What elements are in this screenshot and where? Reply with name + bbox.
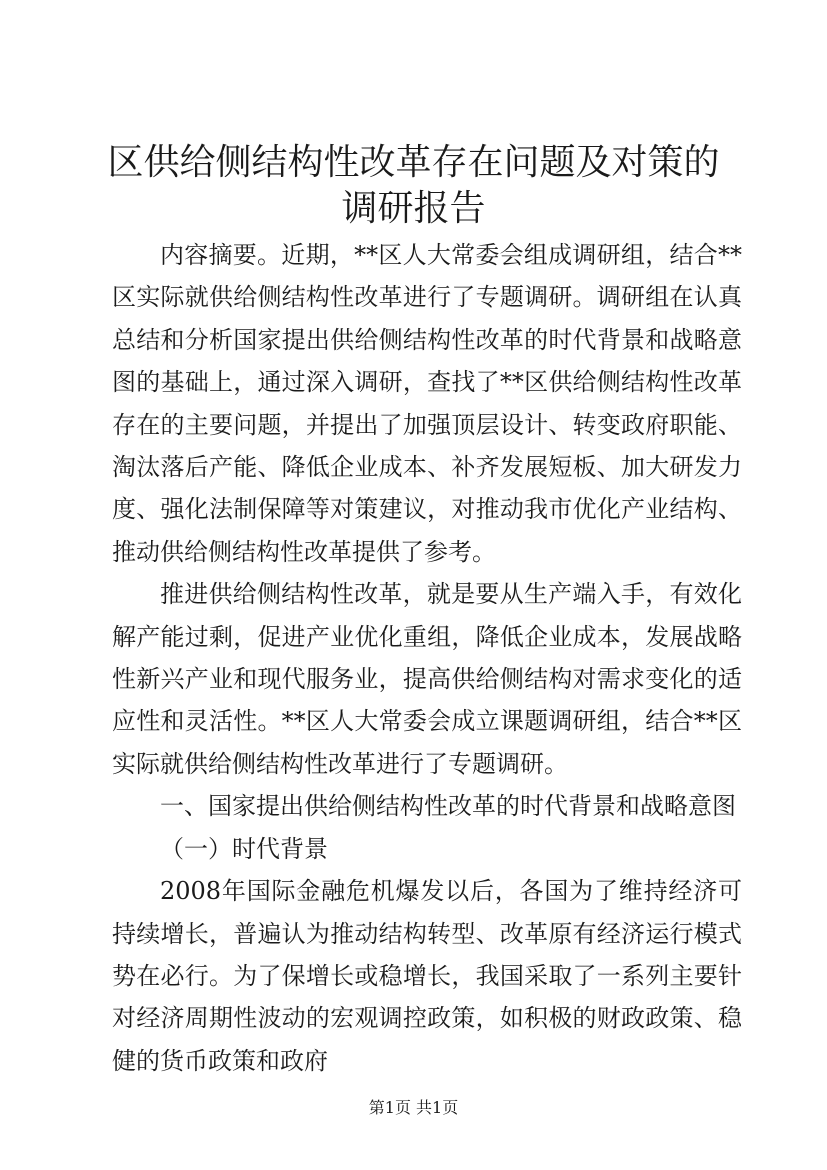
subsection-heading: （一）时代背景 (160, 834, 328, 863)
section-heading: 一、国家提出供给侧结构性改革的时代背景和战略意图 (160, 792, 736, 821)
document-body (112, 234, 742, 1082)
document-title: 区供给侧结构性改革存在问题及对策的调研报告 (107, 142, 720, 229)
intro-paragraph: 推进供给侧结构性改革，就是要从生产端入手，有效化解产能过剩，促进产业优化重组，降低企业成本，发展战略性新兴产业和现代服务业，提高供给侧结构对需求变化的适应性和灵活性。**区人大常委会成立课题调研组，结合**区实际就供给侧结构性改革进行了专题调研。 (112, 580, 742, 778)
page-footer: 第1页 共1页 (368, 1098, 459, 1117)
body-paragraph: 2008年国际金融危机爆发以后，各国为了维持经济可持续增长，普遍认为推动结构转型、改革原有经济运行模式势在必行。为了保增长或稳增长，我国采取了一系列主要针对经济周期性波动的宏观调控政策，如积极的财政政策、稳健的货币政策和政府 (112, 877, 742, 1075)
abstract-paragraph: 内容摘要。近期，**区人大常委会组成调研组，结合**区实际就供给侧结构性改革进行了专题调研。调研组在认真总结和分析国家提出供给侧结构性改革的时代背景和战略意图的基础上，通过深入调研，查找了**区供给侧结构性改革存在的主要问题，并提出了加强顶层设计、转变政府职能、淘汰落后产能、降低企业成本、补齐发展短板、加大研发力度、强化法制保障等对策建议，对推动我市优化产业结构、推动供给侧结构性改革提供了参考。 (112, 241, 742, 566)
